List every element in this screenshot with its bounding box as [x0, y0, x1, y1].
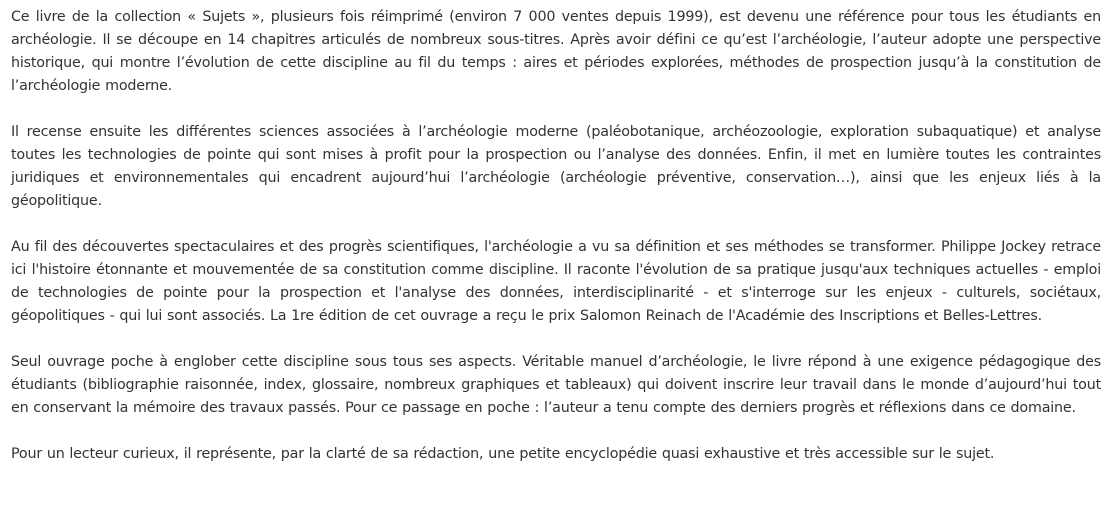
description-paragraph-5: Pour un lecteur curieux, il représente, par la clarté de sa rédaction, une petite encyclopédie quasi exhaustive et très accessible sur le sujet.: [11, 446, 995, 462]
description-paragraph-3: Au fil des découvertes spectaculaires et des progrès scientifiques, l'archéologie a vu sa définition et ses méthodes se transformer. Philippe Jockey retrace ici l'histoire étonnante et mouvementée de sa constitution comme discipline. Il raconte l'évolution de sa pratique jusqu'aux techniques actuelles - emploi de technologies de pointe pour la prospection et l'analyse des données, interdisciplinarité - et s'interroge sur les enjeux - culturels, sociétaux, géopolitiques - qui lui sont associés. La 1re édition de cet ouvrage a reçu le prix Salomon Reinach de l'Académie des Inscriptions et Belles-Lettres.: [11, 239, 1101, 324]
description-paragraph-2: Il recense ensuite les différentes sciences associées à l’archéologie moderne (paléobotanique, archéozoologie, exploration subaquatique) et analyse toutes les technologies de pointe qui sont mises à profit pour la prospection ou l’analyse des données. Enfin, il met en lumière toutes les contraintes juridiques et environnementales qui encadrent aujourd’hui l’archéologie (archéologie préventive, conservation…), ainsi que les enjeux liés à la géopolitique.: [11, 124, 1101, 209]
description-paragraph-4: Seul ouvrage poche à englober cette discipline sous tous ses aspects. Véritable manuel d’archéologie, le livre répond à une exigence pédagogique des étudiants (bibliographie raisonnée, index, glossaire, nombreux graphiques et tableaux) qui doivent inscrire leur travail dans le monde d’aujourd’hui tout en conservant la mémoire des travaux passés. Pour ce passage en poche : l’auteur a tenu compte des derniers progrès et réflexions dans ce domaine.: [11, 354, 1101, 416]
description-paragraph-1: Ce livre de la collection « Sujets », plusieurs fois réimprimé (environ 7 000 ventes depuis 1999), est devenu une référence pour tous les étudiants en archéologie. Il se découpe en 14 chapitres articulés de nombreux sous-titres. Après avoir défini ce qu’est l’archéologie, l’auteur adopte une perspective historique, qui montre l’évolution de cette discipline au fil du temps : aires et périodes explorées, méthodes de prospection jusqu’à la constitution de l’archéologie moderne.: [11, 9, 1101, 94]
